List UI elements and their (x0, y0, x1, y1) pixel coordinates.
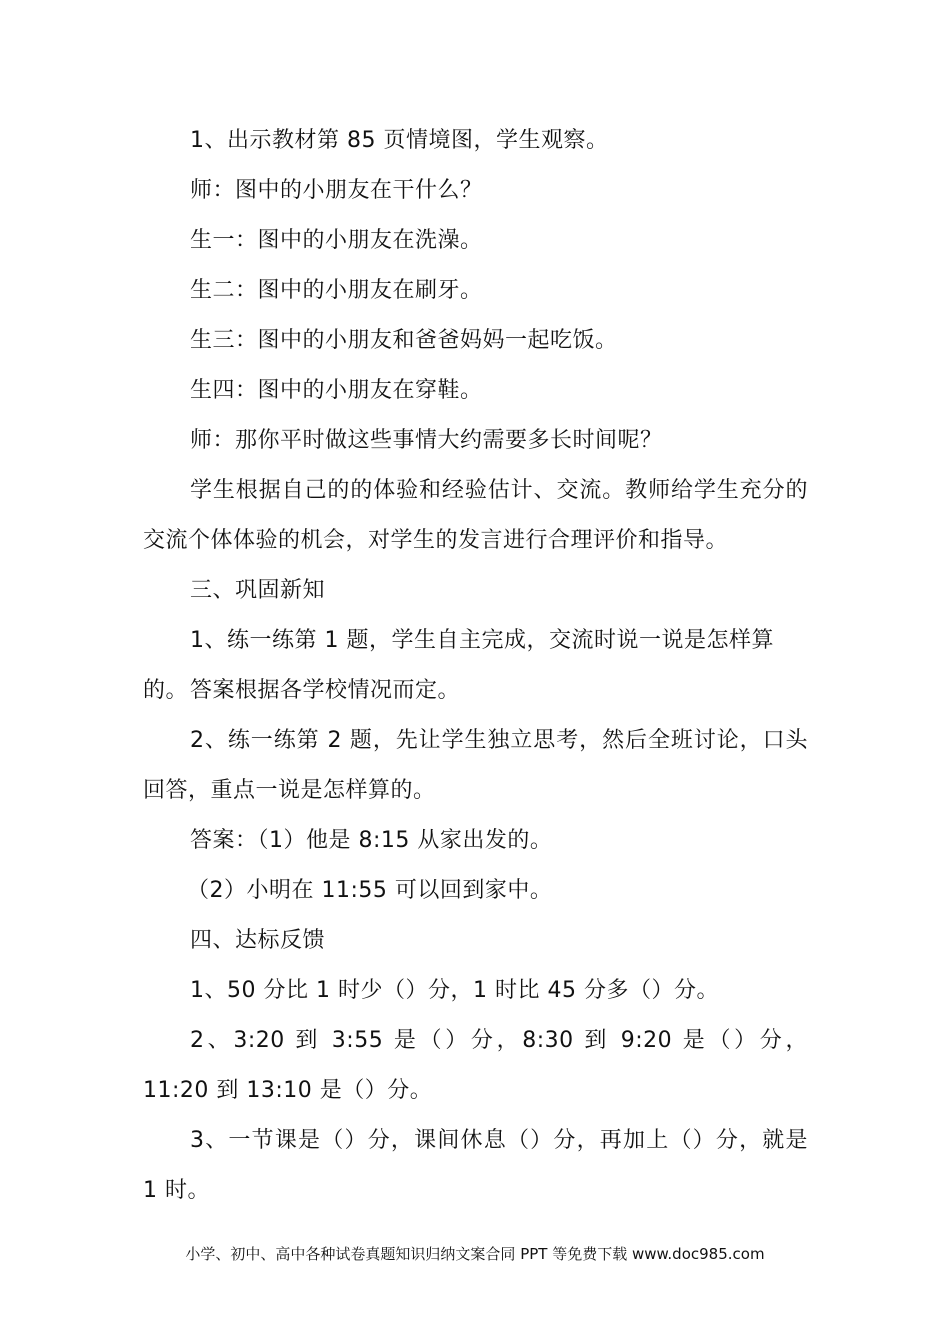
paragraph-student-estimate: 学生根据自己的的体验和经验估计、交流。教师给学生充分的交流个体体验的机会，对学生的发言进行合理评价和指导。 (143, 478, 808, 553)
paragraph-exercise-2: 2、练一练第 2 题，先让学生独立思考，然后全班讨论，口头回答，重点一说是怎样算的。 (143, 728, 808, 803)
paragraph-answer-1: 答案：（1）他是 8:15 从家出发的。 (190, 828, 553, 853)
paragraph-student-4: 生四：图中的小朋友在穿鞋。 (190, 378, 483, 403)
paragraph-exercise-1: 1、练一练第 1 题，学生自主完成，交流时说一说是怎样算的。 (143, 628, 774, 703)
section-heading-feedback: 四、达标反馈 (190, 928, 326, 953)
paragraph-feedback-1: 1、50 分比 1 时少（）分，1 时比 45 分多（）分。 (190, 978, 719, 1003)
paragraph-teacher-question-1: 师：图中的小朋友在干什么？ (190, 178, 483, 203)
paragraph-answer-2: （2）小明在 11:55 可以回到家中。 (187, 878, 553, 903)
section-heading-consolidate: 三、巩固新知 (190, 578, 326, 603)
paragraph-student-3: 生三：图中的小朋友和爸爸妈妈一起吃饭。 (190, 328, 618, 353)
paragraph-student-2: 生二：图中的小朋友在刷牙。 (190, 278, 483, 303)
paragraph-feedback-3: 3、一节课是（）分，课间休息（）分，再加上（）分，就是 1 时。 (143, 1128, 808, 1203)
paragraph-answer-note: 答案根据各学校情况而定。 (190, 678, 461, 703)
paragraph-teacher-question-2: 师：那你平时做这些事情大约需要多长时间呢？ (190, 428, 663, 453)
paragraph-situation-figure: 1、出示教材第 85 页情境图，学生观察。 (190, 128, 609, 153)
page-footer: 小学、初中、高中各种试卷真题知识归纳文案合同 PPT 等免费下载 www.doc985.com (185, 1245, 765, 1263)
paragraph-feedback-2: 2、3:20 到 3:55 是（）分，8:30 到 9:20 是（）分，11:20 到 13:10 是（）分。 (143, 1028, 808, 1103)
paragraph-student-1: 生一：图中的小朋友在洗澡。 (190, 228, 483, 253)
